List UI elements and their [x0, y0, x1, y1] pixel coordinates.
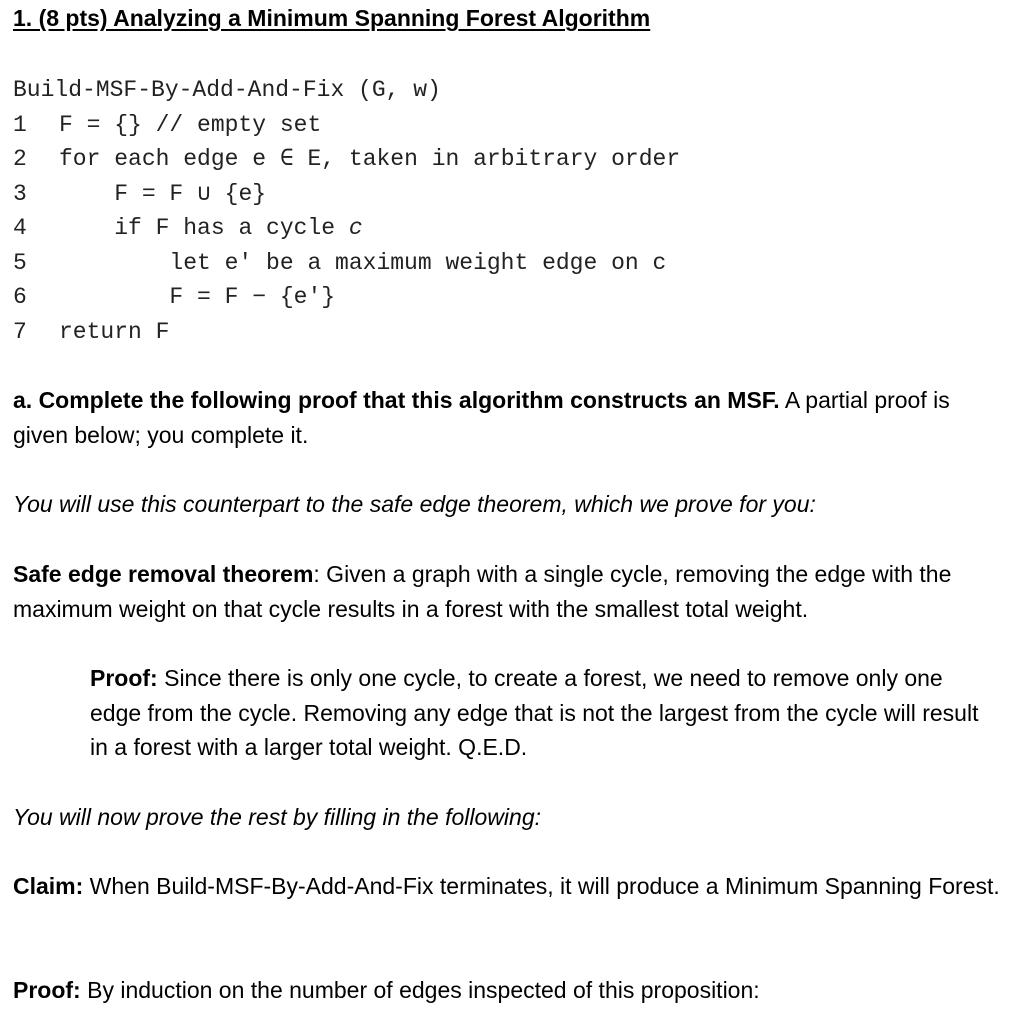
code-indent — [59, 181, 114, 207]
code-indent — [59, 215, 114, 241]
code-text: for each edge e ∈ E, taken in arbitrary order — [59, 146, 681, 172]
line-number: 6 — [13, 284, 27, 310]
code-text: if F has a cycle — [114, 215, 349, 241]
code-line-7 — [13, 315, 169, 349]
code-line-4 — [13, 211, 363, 245]
fill-instruction: You will now prove the rest by filling in the following: — [13, 804, 542, 830]
theorem-proof-label: Proof: — [90, 665, 158, 691]
problem-heading: 1. (8 pts) Analyzing a Minimum Spanning Forest Algorithm — [13, 5, 651, 31]
code-line-5 — [13, 246, 666, 280]
code-line-1 — [13, 108, 321, 142]
theorem-text: : Given a graph with a single cycle, removing the edge with the maximum weight on that cycle results in a forest with the smallest total weight. — [13, 561, 952, 622]
proof-statement — [13, 973, 1003, 1008]
claim-label: Claim: — [13, 873, 84, 899]
code-signature: Build-MSF-By-Add-And-Fix (G, w) — [13, 77, 441, 103]
code-text: let e' be a maximum weight edge on c — [169, 249, 667, 276]
claim-text: When Build-MSF-By-Add-And-Fix terminates, it will produce a Minimum Spanning Forest. — [83, 873, 1000, 899]
theorem-proof-text: Since there is only one cycle, to create a forest, we need to remove only one edge from the cycle. Removing any edge that is not the largest from the cycle will result in a forest with a larger total weight. Q.E.D. — [90, 665, 979, 760]
line-number: 3 — [13, 180, 27, 207]
code-text: F = {} // empty set — [59, 111, 322, 138]
theorem-statement — [13, 557, 1003, 626]
proof-label: Proof: — [13, 977, 81, 1003]
line-number: 1 — [13, 111, 27, 138]
theorem-label: Safe edge removal theorem — [13, 561, 314, 587]
theorem-proof — [90, 661, 990, 765]
code-line-3 — [13, 177, 266, 211]
line-number: 7 — [13, 318, 27, 345]
part-a-prompt — [13, 383, 1003, 452]
intro-note: You will use this counterpart to the safe edge theorem, which we prove for you: — [13, 491, 816, 517]
code-italic: c — [348, 215, 363, 241]
claim-statement — [13, 869, 1003, 904]
line-number: 5 — [13, 249, 27, 276]
line-number: 4 — [13, 215, 27, 241]
code-indent — [59, 250, 169, 276]
code-text: return F — [59, 318, 170, 345]
part-a-rest: A partial proof is given below; you complete it. — [13, 387, 950, 448]
code-text: F = F − {e'} — [169, 284, 336, 310]
code-line-6 — [13, 280, 335, 314]
code-indent — [59, 284, 169, 310]
line-number: 2 — [13, 146, 27, 172]
code-text: F = F ∪ {e} — [114, 180, 267, 207]
part-a-bold: a. Complete the following proof that this algorithm constructs an MSF. — [13, 387, 780, 413]
proof-text: By induction on the number of edges inspected of this proposition: — [80, 977, 760, 1003]
code-line-2 — [13, 142, 680, 176]
